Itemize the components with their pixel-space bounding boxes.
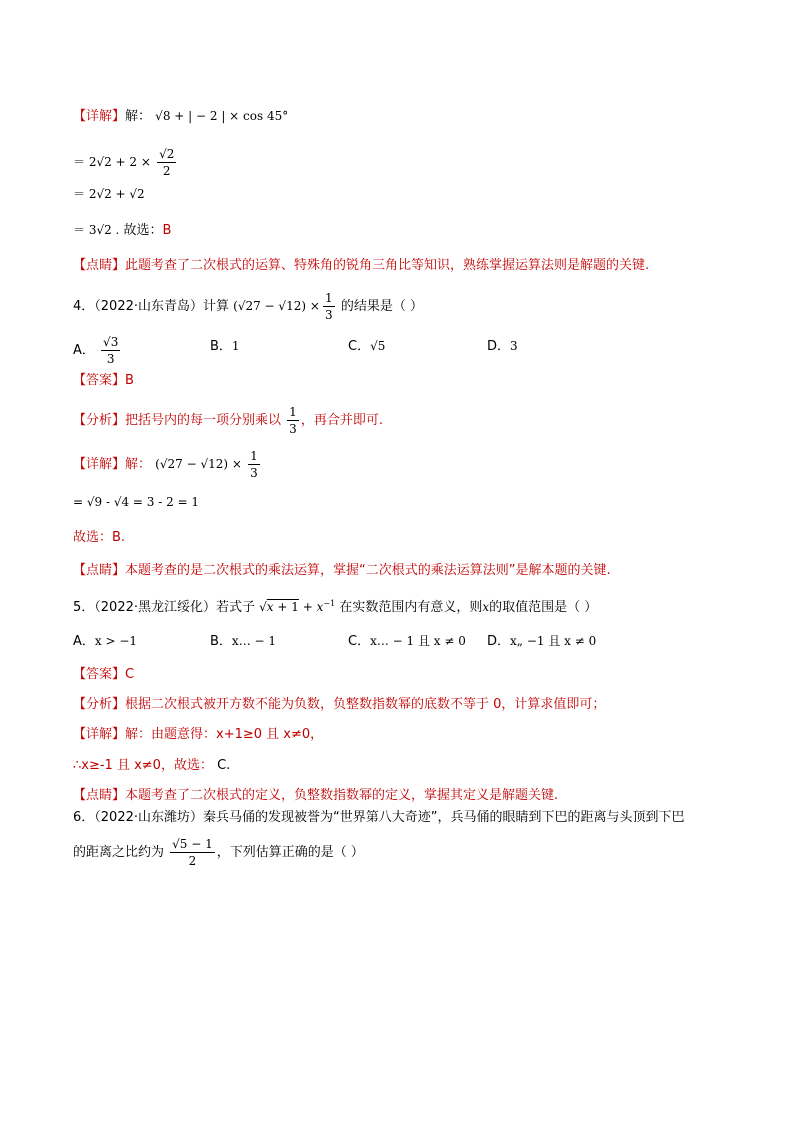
q4-stem: 4．（2022·山东青岛）计算 (√27 − √12) × $\frac{1}{3}$ 的结果是（ ） xyxy=(73,291,423,322)
q6-stem-line2: 的距离之比约为 $\frac{√5 - 1}{2}$ ，下列估算正确的是（ ） xyxy=(73,837,364,868)
q4-detail: 【详解】解： (√27 − √12) × $\frac{1}{3}$ xyxy=(73,449,258,480)
detail-tag: 【详解】 xyxy=(73,727,126,742)
fraction: $\frac{1}{3}$ xyxy=(250,449,258,480)
ratio-fraction: $\frac{√5 - 1}{2}$ xyxy=(172,837,213,868)
q4-option-c: C．√5 xyxy=(348,339,386,354)
fraction: $\frac{1}{3}$ xyxy=(289,405,297,436)
analysis-tag: 【分析】 xyxy=(73,413,126,428)
answer-tag: 【答案】 xyxy=(73,373,126,388)
q4-choose: 故选：B. xyxy=(73,530,126,545)
q3-step3: ＝ 3√2 . 故选：B xyxy=(73,223,172,238)
q5-option-a: A．x > −1 xyxy=(73,634,138,649)
q5-stem: 5．（2022·黑龙江绥化）若式子 $√x + 1 + x^{-1}$ 在实数范围内有意义，则x的取值范围是（ ） xyxy=(73,599,598,615)
q3-expression: √8 + | − 2 | × cos 45° xyxy=(155,109,289,123)
q4-comment: 【点睛】本题考查的是二次根式的乘法运算，掌握“二次根式的乘法运算法则”是解本题的关键. xyxy=(73,563,611,578)
q4-analysis: 【分析】把括号内的每一项分别乘以 $\frac{1}{3}$ ，再合并即可. xyxy=(73,405,383,436)
q3-choice: B xyxy=(162,223,172,238)
comment-tag: 【点睛】 xyxy=(73,563,126,578)
q3-step2: ＝ 2√2 + √2 xyxy=(73,187,145,201)
q5-option-c: C．x… − 1 且 x ≠ 0 xyxy=(348,634,466,649)
q5-conclusion: ∴x≥-1 且 x≠0，故选： C. xyxy=(73,758,231,773)
comment-tag: 【点睛】 xyxy=(73,788,126,803)
q3-step1: ＝ 2√2 + 2 × $\frac{√2}{2}$ xyxy=(73,147,175,178)
q5-comment: 【点睛】本题考查了二次根式的定义，负整数指数幂的定义，掌握其定义是解题关键. xyxy=(73,788,559,803)
q4-detail-line2: = √9 - √4 = 3 - 2 = 1 xyxy=(73,495,200,509)
q5-option-b: B．x… − 1 xyxy=(210,634,277,649)
q6-stem-line1: 6．（2022·山东潍坊）秦兵马俑的发现被誉为“世界第八大奇迹”，兵马俑的眼睛到下巴的距离与头顶到下巴 xyxy=(73,810,685,825)
detail-tag: 【详解】 xyxy=(73,109,126,124)
analysis-tag: 【分析】 xyxy=(73,697,126,712)
q5-detail: 【详解】解：由题意得：x+1≥0 且 x≠0， xyxy=(73,727,324,742)
detail-intro: 解： xyxy=(125,109,152,124)
q4-option-d: D．3 xyxy=(487,339,518,354)
q5-option-d: D．x„ −1 且 x ≠ 0 xyxy=(487,634,597,649)
fraction: $\frac{√2}{2}$ xyxy=(159,147,175,178)
q5-expression: $√x + 1 + x^{-1}$ xyxy=(259,599,336,614)
fraction: $\frac{1}{3}$ xyxy=(325,291,333,322)
comment-tag: 【点睛】 xyxy=(73,258,126,273)
detail-tag: 【详解】 xyxy=(73,457,126,472)
q5-answer: 【答案】C xyxy=(73,667,135,682)
q4-option-a: A． $\frac{√3}{3}$ xyxy=(73,335,119,366)
q3-comment: 【点睛】此题考查了二次根式的运算、特殊角的锐角三角比等知识，熟练掌握运算法则是解题的关键. xyxy=(73,258,650,273)
answer-tag: 【答案】 xyxy=(73,667,126,682)
q4-answer: 【答案】B xyxy=(73,373,134,388)
q4-option-b: B．1 xyxy=(210,339,240,354)
q3-detail-line xyxy=(73,106,288,127)
fraction: $\frac{√3}{3}$ xyxy=(103,335,119,366)
q5-analysis: 【分析】根据二次根式被开方数不能为负数，负整数指数幂的底数不等于 0，计算求值即可； xyxy=(73,697,606,712)
